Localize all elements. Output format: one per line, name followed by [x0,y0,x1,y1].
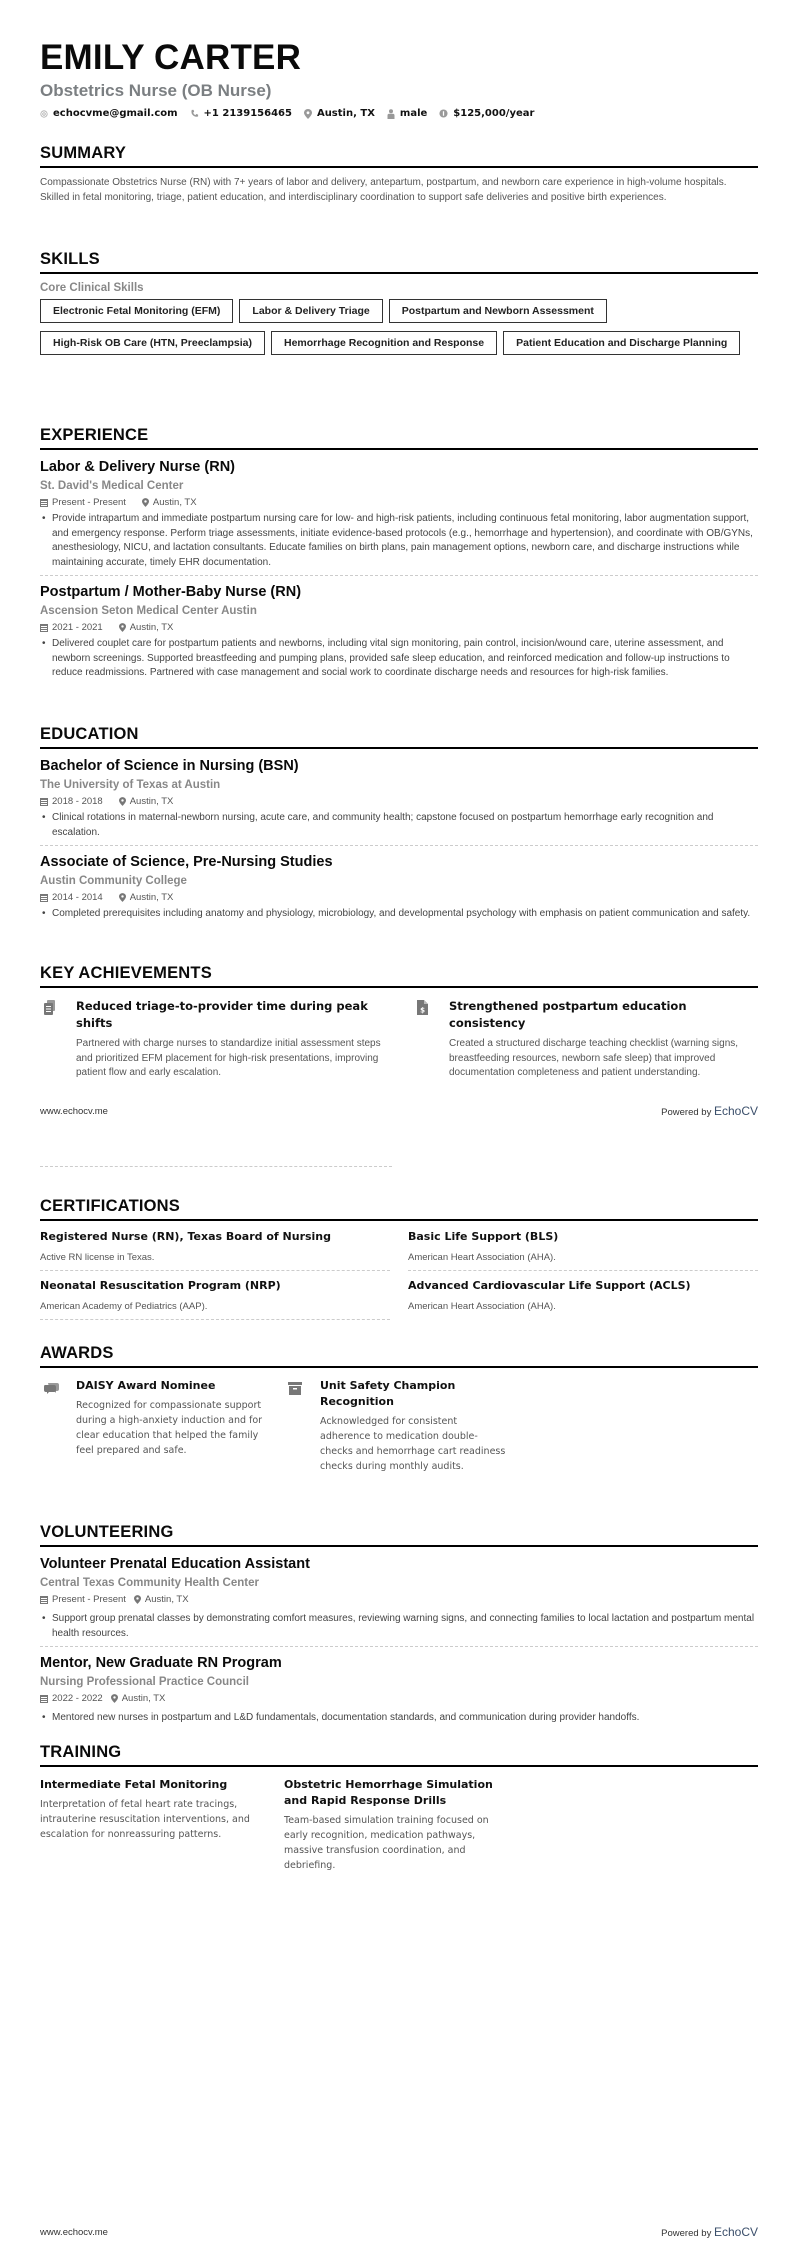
contact-gender: male [387,108,427,119]
training-item [40,1777,266,1873]
entry-bullet: • Support group prenatal classes by demonstrating comfort measures, reviewing warning signs, and connecting families to local lactation and postpartum mental health resources. [40,1612,758,1641]
contact-phone[interactable]: +1 2139156465 [190,108,292,119]
calendar-icon [40,1694,48,1703]
skills-group-label: Core Clinical Skills [40,282,144,294]
certification-item [40,1229,390,1271]
entry-bullet: • Provide intrapartum and immediate postpartum nursing care for low- and high-risk patients, including continuous fetal monitoring, labor augmentation support, and emergency response. Perform triage assessments, initiate evidence-based protocols (e.g., hemorrhage and hypertension), and coordinate with OB/GYNs, anesthesiology, NICU, and lactation consultants. Educate families on birth plans, pain management options, newborn care, and discharge instructions while maintaining accurate, timely EHR documentation. [40,512,758,570]
achievement-title: Reduced triage-to-provider time during peak shifts [76,999,368,1030]
employer: Ascension Seton Medical Center Austin [40,605,257,617]
volunteer-role: Volunteer Prenatal Education Assistant [40,1556,310,1572]
contact-salary: $125,000/year [439,108,534,119]
training-desc: Team-based simulation training focused on early recognition, medication pathways, massive transfusion coordination, and debriefing. [284,1815,489,1871]
candidate-title: Obstetrics Nurse (OB Nurse) [40,81,272,100]
resume-header [40,38,758,119]
footer-brand[interactable]: EchoCV [713,1104,758,1118]
page-footer [40,2225,758,2239]
skill-tag: Labor & Delivery Triage [239,299,382,323]
volunteering-section [40,1522,758,1731]
award-item [284,1378,510,1474]
calendar-icon [40,1595,48,1604]
contact-location: Austin, TX [304,108,375,119]
candidate-name: EMILY CARTER [40,38,302,77]
chat-bubbles-icon [40,1378,76,1474]
cert-title: Basic Life Support (BLS) [408,1230,559,1243]
cert-desc: Active RN license in Texas. [40,1252,155,1263]
document-dollar-icon [413,998,449,1081]
education-section [40,724,758,927]
clipboard-icon [40,998,76,1081]
divider [40,1166,392,1167]
cert-title: Neonatal Resuscitation Program (NRP) [40,1279,281,1292]
skill-tag: High-Risk OB Care (HTN, Preeclampsia) [40,331,265,355]
achievement-item [413,998,758,1081]
cert-title: Registered Nurse (RN), Texas Board of Nursing [40,1230,332,1243]
award-title: DAISY Award Nominee [76,1379,216,1392]
entry-meta: 2021 - 2021 Austin, TX [40,621,758,634]
location-icon [142,498,149,507]
training-desc: Interpretation of fetal heart rate tracings, intrauterine resuscitation interventions, and escalation for nonreassuring patterns. [40,1799,250,1840]
summary-text: Compassionate Obstetrics Nurse (RN) with 7+ years of labor and delivery, antepartum, postpartum, and newborn care experience in high-volume hospitals. Skilled in fetal monitoring, triage, patient education, and interdisciplinary coordination to support safe deliveries and positive birth experiences. [40,177,727,203]
location-icon [304,109,312,119]
skill-tag: Postpartum and Newborn Assessment [389,299,607,323]
cert-desc: American Heart Association (AHA). [408,1252,556,1263]
training-title: Obstetric Hemorrhage Simulation and Rapid Response Drills [284,1778,493,1807]
location-icon [134,1595,141,1604]
certifications-section [40,1196,758,1327]
footer-powered: Powered by EchoCV [661,2225,758,2239]
degree-title: Associate of Science, Pre-Nursing Studies [40,854,333,870]
volunteer-org: Central Texas Community Health Center [40,1577,259,1589]
skill-tag: Hemorrhage Recognition and Response [271,331,497,355]
phone-icon [190,109,199,118]
location-icon [119,623,126,632]
training-section [40,1742,758,1873]
location-icon [119,797,126,806]
page-footer [40,1104,758,1118]
entry-meta: 2022 - 2022 Austin, TX [40,1692,758,1705]
education-heading: EDUCATION [40,724,758,749]
salary-icon [439,109,448,118]
award-item [40,1378,266,1474]
institution: Austin Community College [40,875,187,887]
awards-section [40,1343,758,1474]
training-item [284,1777,510,1873]
award-desc: Recognized for compassionate support during a high-anxiety induction and for clear education that helped the family feel prepared and safe. [76,1400,263,1456]
calendar-icon [40,893,48,902]
achievement-item [40,998,385,1081]
contact-email[interactable]: echocvme@gmail.com [40,108,178,119]
experience-heading: EXPERIENCE [40,425,758,450]
training-title: Intermediate Fetal Monitoring [40,1778,228,1791]
certification-item [40,1278,390,1320]
achievement-desc: Partnered with charge nurses to standardize initial assessment steps and prioritized EFM placement for high-risk presentations, improving patient flow and early escalation. [76,1038,381,1078]
achievement-title: Strengthened postpartum education consistency [449,999,687,1030]
location-icon [111,1694,118,1703]
calendar-icon [40,498,48,507]
skill-tag: Patient Education and Discharge Planning [503,331,740,355]
job-title: Postpartum / Mother-Baby Nurse (RN) [40,584,302,600]
achievements-heading: KEY ACHIEVEMENTS [40,963,758,988]
footer-powered: Powered by EchoCV [661,1104,758,1118]
volunteer-entry [40,1654,758,1731]
volunteer-role: Mentor, New Graduate RN Program [40,1655,282,1671]
entry-meta: 2014 - 2014 Austin, TX [40,891,758,904]
training-heading: TRAINING [40,1742,758,1767]
education-entry [40,757,758,846]
entry-bullet: • Delivered couplet care for postpartum patients and newborns, including vital sign monitoring, pain control, incision/wound care, uterine assessment, and newborn screenings. Supported breastfeeding and pumping plans, provided safe sleep education, and reinforced medication and follow-up instructions to reduce readmissions. Partnered with case management and social work to coordinate discharge needs and resources for high-risk families. [40,637,758,681]
volunteer-org: Nursing Professional Practice Council [40,1676,249,1688]
cert-title: Advanced Cardiovascular Life Support (ACLS) [408,1279,691,1292]
certification-item [408,1278,758,1320]
volunteering-heading: VOLUNTEERING [40,1522,758,1547]
skill-tag: Electronic Fetal Monitoring (EFM) [40,299,233,323]
summary-section [40,143,758,205]
achievements-section [40,963,758,1081]
award-desc: Acknowledged for consistent adherence to medication double-checks and hemorrhage cart readiness checks during monthly audits. [320,1416,506,1472]
certification-item [408,1229,758,1271]
svg-text:$: $ [420,1006,425,1015]
archive-box-icon [284,1378,320,1474]
entry-meta: Present - Present Austin, TX [40,496,758,509]
at-icon [40,110,48,118]
institution: The University of Texas at Austin [40,779,221,791]
summary-heading: SUMMARY [40,143,758,168]
employer: St. David's Medical Center [40,480,184,492]
certifications-heading: CERTIFICATIONS [40,1196,758,1221]
experience-entry [40,458,758,576]
location-icon [119,893,126,902]
entry-bullet: • Mentored new nurses in postpartum and L&D fundamentals, documentation standards, and communication during provider handoffs. [40,1711,758,1726]
cert-desc: American Heart Association (AHA). [408,1301,556,1312]
awards-heading: AWARDS [40,1343,758,1368]
entry-meta: Present - Present Austin, TX [40,1593,758,1606]
calendar-icon [40,623,48,632]
skills-heading: SKILLS [40,249,758,274]
skills-section [40,249,758,355]
experience-entry [40,583,758,686]
education-entry [40,853,758,927]
entry-bullet: • Completed prerequisites including anatomy and physiology, microbiology, and developmental psychology with emphasis on patient communication and safety. [40,907,758,922]
job-title: Labor & Delivery Nurse (RN) [40,459,235,475]
person-icon [387,109,395,119]
footer-site-link[interactable]: www.echocv.me [40,2226,108,2238]
calendar-icon [40,797,48,806]
entry-bullet: • Clinical rotations in maternal-newborn nursing, acute care, and community health; capstone focused on postpartum hemorrhage early recognition and escalation. [40,811,758,840]
skill-tags [40,299,758,355]
contact-bar [40,108,758,119]
footer-site-link[interactable]: www.echocv.me [40,1105,108,1117]
award-title: Unit Safety Champion Recognition [320,1379,456,1408]
cert-desc: American Academy of Pediatrics (AAP). [40,1301,208,1312]
experience-section [40,425,758,686]
footer-brand[interactable]: EchoCV [713,2225,758,2239]
achievement-desc: Created a structured discharge teaching checklist (warning signs, breastfeeding resources, newborn safe sleep) that improved documentation completeness and patient understanding. [449,1038,739,1078]
volunteer-entry [40,1555,758,1647]
degree-title: Bachelor of Science in Nursing (BSN) [40,758,299,774]
entry-meta: 2018 - 2018 Austin, TX [40,795,758,808]
